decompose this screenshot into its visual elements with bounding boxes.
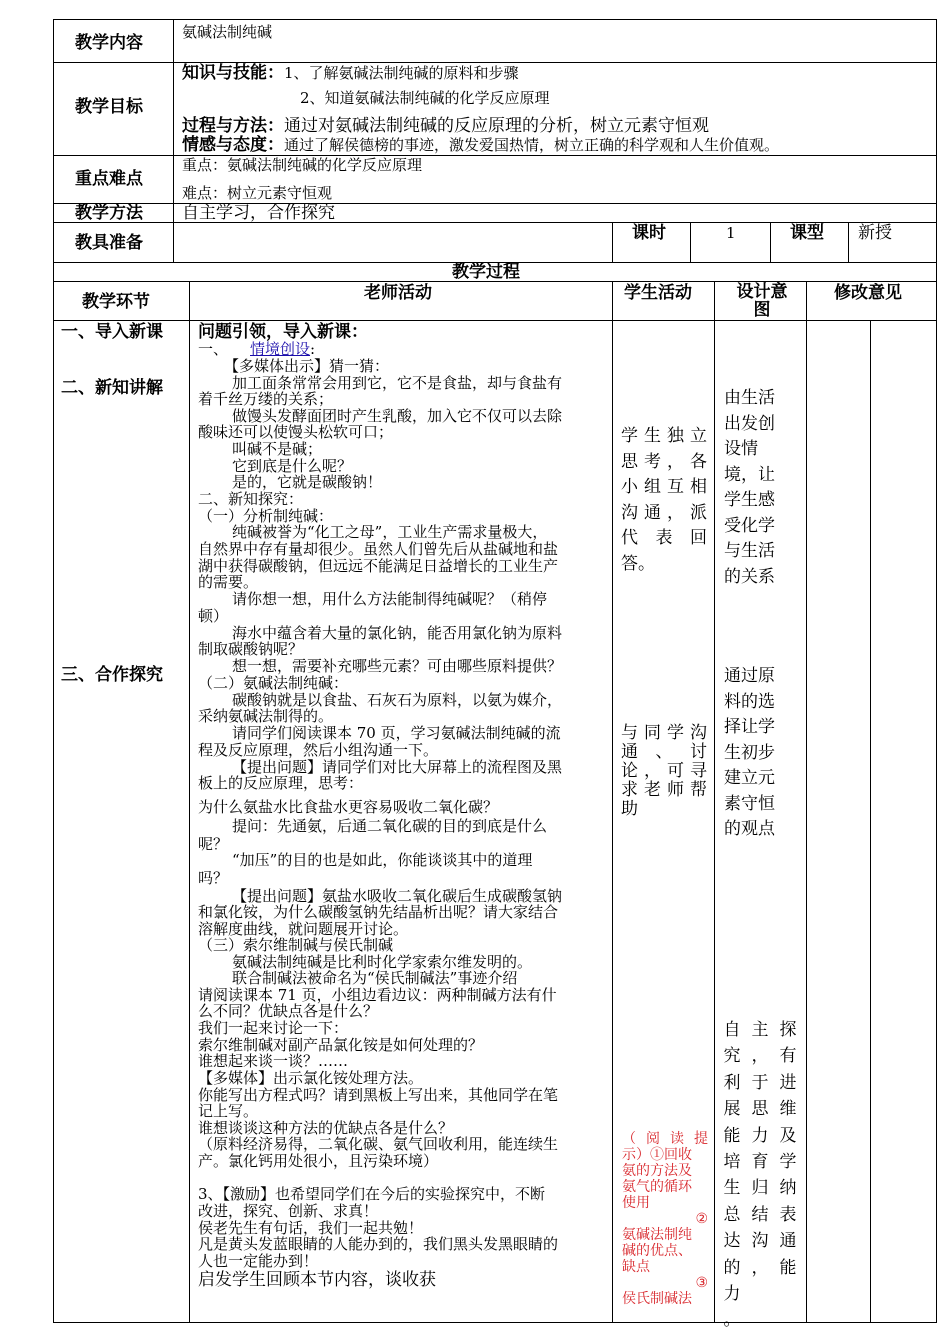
vertical-char: 的 (723, 1257, 741, 1278)
vertical-char: 展 (723, 1099, 741, 1120)
student-line: 论，可寻 (621, 761, 707, 781)
tip-line: 侯氏制碱法 (622, 1291, 692, 1307)
teacher-line: 【提出问题】请同学们对比大屏幕上的流程图及黑 (232, 758, 563, 776)
vertical-char: 有 (779, 1046, 797, 1067)
grid-line (936, 19, 937, 1323)
teacher-line: 和氯化铵，为什么碳酸氢钠先结晶析出呢？请大家结合 (198, 903, 559, 921)
design-line: 料的选 (724, 691, 775, 712)
tip-line: ③ (695, 1275, 708, 1291)
method-value: 自主学习，合作探究 (182, 203, 335, 223)
teacher-line: 3、【激励】也希望同学们在今后的实验探究中，不断 (198, 1185, 546, 1203)
grid-line (53, 320, 937, 321)
vertical-char: 归 (751, 1178, 769, 1199)
student-line: 小组互相 (621, 477, 707, 497)
teacher-line: 你能写出方程式吗？请到黑板上写出来，其他同学在笔 (198, 1086, 559, 1104)
design-line: 出发创 (724, 413, 775, 434)
teacher-line: （三）索尔维制碱与侯氏制碱 (198, 936, 394, 954)
design-intent-2 (724, 664, 775, 843)
vertical-char: 通 (779, 1231, 797, 1252)
vertical-char: 生 (723, 1178, 741, 1199)
stage-2: 二、新知讲解 (61, 378, 163, 398)
stage-1: 一、导入新课 (61, 322, 163, 342)
design-line: 择让学 (724, 717, 775, 737)
tip-line: 氨碱法制纯 (622, 1227, 692, 1243)
teacher-line: 海水中蕴含着大量的氯化钠，能否用氯化钠为原料 (232, 624, 563, 642)
reading-tips (622, 1131, 708, 1307)
teacher-line: 加工面条常常会用到它，它不是食盐，却与食盐有 (232, 374, 563, 392)
vertical-char: 纳 (779, 1178, 797, 1199)
student-line: 代表回 (621, 528, 707, 548)
vertical-char: 培 (723, 1152, 741, 1173)
student-line: 思考，各 (621, 451, 707, 472)
teacher-line: 溶解度曲线，就问题展开讨论。 (198, 920, 409, 938)
teacher-line: 人也一定能办到！ (198, 1252, 319, 1270)
tools-label: 教具准备 (75, 233, 143, 253)
design-line: 的观点 (724, 819, 775, 839)
teacher-line: 程及反应原理，然后小组沟通一下。 (198, 741, 439, 759)
teacher-line: 改进，探究、创新、求真！ (198, 1202, 379, 1220)
teacher-line: 联合制碱法被命名为“侯氏制碱法”事迹介绍 (232, 969, 518, 987)
teacher-line: 采纳氨碱法制得的。 (198, 707, 334, 725)
goal-knowledge-1: 1、了解氨碱法制纯碱的原料和步骤 (284, 64, 519, 82)
teacher-line: 着千丝万缕的关系； (198, 390, 334, 408)
tip-line: 使用 (622, 1195, 650, 1211)
col-student: 学生活动 (624, 283, 692, 303)
teacher-line: 的需要。 (198, 573, 259, 591)
vertical-char: ， (751, 1046, 769, 1067)
goal-knowledge (182, 63, 519, 83)
vertical-char: ， (751, 1257, 769, 1278)
hours-value: 1 (726, 224, 736, 242)
teacher-line-prefix: 一、 (198, 340, 229, 358)
vertical-char: 结 (751, 1204, 769, 1225)
grid-line (612, 281, 613, 1323)
teacher-line: 我们一起来讨论一下： (198, 1019, 349, 1037)
design-line: 由生活 (724, 388, 775, 408)
student-line: 助 (621, 799, 638, 819)
tip-line: 氨气的循环 (622, 1179, 692, 1195)
vertical-char: 总 (723, 1204, 741, 1225)
teacher-line: 记上写。 (198, 1102, 259, 1120)
design-vertical-col-2 (750, 1017, 770, 1281)
type-value: 新授 (858, 223, 892, 243)
teacher-line: 启发学生回顾本节内容，谈收获 (198, 1270, 436, 1290)
student-line: 学生独立 (621, 426, 707, 446)
teacher-line-suffix: : (310, 340, 316, 358)
type-label: 课型 (790, 223, 824, 243)
teacher-line: 自然界中存有量却很少。虽然人们曾先后从盐碱地和盐 (198, 540, 559, 558)
teacher-line: 想一想，需要补充哪些元素？可由哪些原料提供？ (232, 657, 563, 675)
goal-emotion-text: 通过了解侯德榜的事迹，激发爱国热情，树立正确的科学观和人生价值观。 (284, 136, 780, 154)
tip-line: 缺点 (622, 1259, 650, 1275)
teacher-line: 【多媒体】出示氯化铵处理方法。 (198, 1069, 424, 1087)
teacher-line: （一）分析制纯碱： (198, 507, 334, 525)
teacher-line: 请阅读课本 71 页，小组边看边议：两种制碱方法有什 (198, 986, 557, 1004)
vertical-char: 主 (751, 1020, 769, 1040)
teacher-line: 么不同？优缺点各是什么？ (198, 1002, 379, 1020)
vertical-char: 育 (751, 1152, 769, 1173)
teacher-line: （二）氨碱法制纯碱： (198, 674, 349, 692)
teacher-line: 碳酸钠就是以食盐、石灰石为原料，以氨为媒介， (232, 691, 563, 709)
grid-line (714, 281, 715, 1323)
design-line: 与生活 (724, 541, 775, 561)
goal-emotion (182, 135, 779, 155)
grid-line (690, 222, 691, 263)
grid-line (53, 19, 54, 1323)
student-line: 答。 (621, 553, 655, 574)
teacher-line: 谁想谈谈这种方法的优缺点各是什么？ (198, 1119, 454, 1137)
vertical-char: 思 (751, 1099, 769, 1120)
teacher-line: 顿） (198, 607, 229, 625)
vertical-char: 及 (779, 1125, 797, 1146)
teacher-line: 二、新知探究： (198, 490, 304, 508)
tip-line: ② (695, 1211, 708, 1227)
teacher-line: “加压”的目的也是如此，你能谈谈其中的道理 (232, 851, 533, 869)
student-activity-2 (621, 724, 707, 819)
grid-line (189, 281, 190, 1323)
grid-line (806, 281, 807, 1323)
goal-emotion-label: 情感与态度： (182, 135, 284, 155)
teacher-line: 呢？ (198, 835, 229, 853)
vertical-char: 力 (723, 1284, 741, 1305)
tip-line: 碱的优点、 (622, 1243, 692, 1259)
process-title: 教学过程 (452, 262, 520, 282)
design-vertical-col-1 (722, 1017, 742, 1334)
vertical-char: 于 (751, 1072, 769, 1093)
teacher-line: 请同学们阅读课本 70 页，学习氨碱法制纯碱的流 (232, 724, 561, 742)
design-line: 生初步 (724, 742, 775, 763)
situation-link[interactable]: 情境创设 (250, 340, 311, 358)
design-line: 境，让 (724, 464, 775, 485)
difficulty: 难点：树立元素守恒观 (182, 184, 333, 202)
goal-process-text: 通过对氨碱法制纯碱的反应原理的分析，树立元素守恒观 (284, 116, 709, 136)
teacher-line: 侯老先生有句话，我们一起共勉！ (198, 1219, 424, 1237)
teacher-line (198, 341, 315, 358)
student-line: 与同学沟 (621, 723, 707, 743)
grid-line (173, 19, 174, 263)
student-line: 沟通，派 (621, 502, 707, 523)
goals-label: 教学目标 (75, 97, 143, 117)
teacher-line: 纯碱被誉为“化工之母”，工业生产需求量极大， (232, 523, 548, 541)
vertical-char: 能 (779, 1257, 797, 1278)
design-intent-1 (724, 386, 775, 590)
hours-label: 课时 (632, 223, 666, 243)
teacher-intro: 问题引领，导入新课： (198, 322, 368, 342)
vertical-char: 表 (779, 1204, 797, 1225)
teacher-line: 谁想起来谈一谈？…… (198, 1052, 349, 1070)
goal-knowledge-2: 2、知道氨碱法制纯碱的化学反应原理 (300, 89, 550, 107)
teacher-line: 它到底是什么呢？ (232, 457, 353, 475)
teacher-line: 是的，它就是碳酸钠！ (232, 473, 383, 491)
vertical-char: 自 (723, 1020, 741, 1040)
teacher-line: 提问：先通氨，后通二氧化碳的目的到底是什么 (232, 817, 548, 835)
teacher-line: 氨碱法制纯碱是比利时化学家索尔维发明的。 (232, 953, 533, 971)
grid-line (770, 222, 771, 263)
goal-process (182, 116, 709, 136)
teacher-line: 【提出问题】氨盐水吸收二氧化碳后生成碳酸氢钠 (232, 887, 563, 905)
vertical-char: 究 (723, 1046, 741, 1067)
tip-line: 氨的方法及 (622, 1163, 692, 1179)
vertical-char: 沟 (751, 1231, 769, 1252)
teacher-line: 吗？ (198, 869, 229, 887)
col-design: 设计意图 (736, 282, 788, 320)
grid-line (612, 222, 613, 263)
goal-knowledge-label: 知识与技能： (182, 63, 284, 83)
teacher-line: 【多媒体出示】猜一猜： (224, 357, 390, 375)
tip-line: （阅读提 (622, 1131, 708, 1147)
teacher-line: 湖中获得碳酸钠，但远远不能满足日益增长的工业生产 (198, 557, 559, 575)
method-label: 教学方法 (75, 203, 143, 223)
vertical-char: 学 (779, 1152, 797, 1173)
design-line: 受化学 (724, 515, 775, 536)
teacher-line: （原料经济易得，二氧化碳、氨气回收利用，能连续生 (198, 1135, 559, 1153)
vertical-char: 进 (779, 1072, 797, 1093)
teacher-line: 叫碱不是碱； (232, 440, 323, 458)
teacher-line: 板上的反应原理，思考： (198, 774, 364, 792)
design-line: 设情 (724, 439, 758, 459)
vertical-char: 能 (723, 1125, 741, 1146)
vertical-char: 达 (723, 1231, 741, 1252)
teacher-line: 产。氯化钙用处很小，且污染环境） (198, 1152, 439, 1170)
tip-line: 示）①回收 (622, 1147, 692, 1163)
vertical-char: 维 (779, 1099, 797, 1120)
content-label: 教学内容 (75, 33, 143, 53)
stage-3: 三、合作探究 (61, 665, 163, 685)
student-line: 求老师帮 (621, 780, 707, 800)
student-line: 通、讨 (621, 742, 707, 762)
student-activity-1 (621, 424, 707, 577)
teacher-line: 索尔维制碱对副产品氯化铵是如何处理的？ (198, 1036, 484, 1054)
design-line: 通过原 (724, 666, 775, 686)
content-value: 氨碱法制纯碱 (182, 23, 273, 41)
col-stage: 教学环节 (82, 292, 150, 312)
key-label: 重点难点 (75, 169, 143, 189)
vertical-char: 利 (723, 1072, 741, 1093)
key-point: 重点：氨碱法制纯碱的化学反应原理 (182, 156, 423, 174)
col-revise: 修改意见 (834, 283, 902, 303)
teacher-line: 请你想一想，用什么方法能制得纯碱呢？（稍停 (232, 590, 548, 608)
col-teacher: 老师活动 (364, 283, 432, 303)
design-line: 的关系 (724, 566, 775, 587)
grid-line (53, 19, 937, 20)
vertical-char: 力 (751, 1125, 769, 1146)
grid-line (53, 1322, 937, 1323)
design-line: 素守恒 (724, 793, 775, 814)
grid-line (870, 320, 871, 1323)
teacher-line: 制取碳酸钠呢？ (198, 640, 304, 658)
goal-process-label: 过程与方法： (182, 116, 284, 136)
vertical-char: 探 (779, 1020, 797, 1040)
teacher-line: 为什么氨盐水比食盐水更容易吸收二氧化碳？ (198, 798, 499, 816)
design-line: 建立元 (724, 768, 775, 788)
teacher-line: 酸味还可以使馒头松软可口； (198, 423, 394, 441)
design-vertical-col-3 (778, 1017, 798, 1281)
teacher-line: 做馒头发酵面团时产生乳酸，加入它不仅可以去除 (232, 407, 563, 425)
vertical-char: 。 (723, 1310, 741, 1331)
design-line: 学生感 (724, 490, 775, 510)
grid-line (848, 222, 849, 263)
teacher-line: 凡是黄头发蓝眼睛的人能办到的，我们黑头发黑眼睛的 (198, 1235, 559, 1253)
